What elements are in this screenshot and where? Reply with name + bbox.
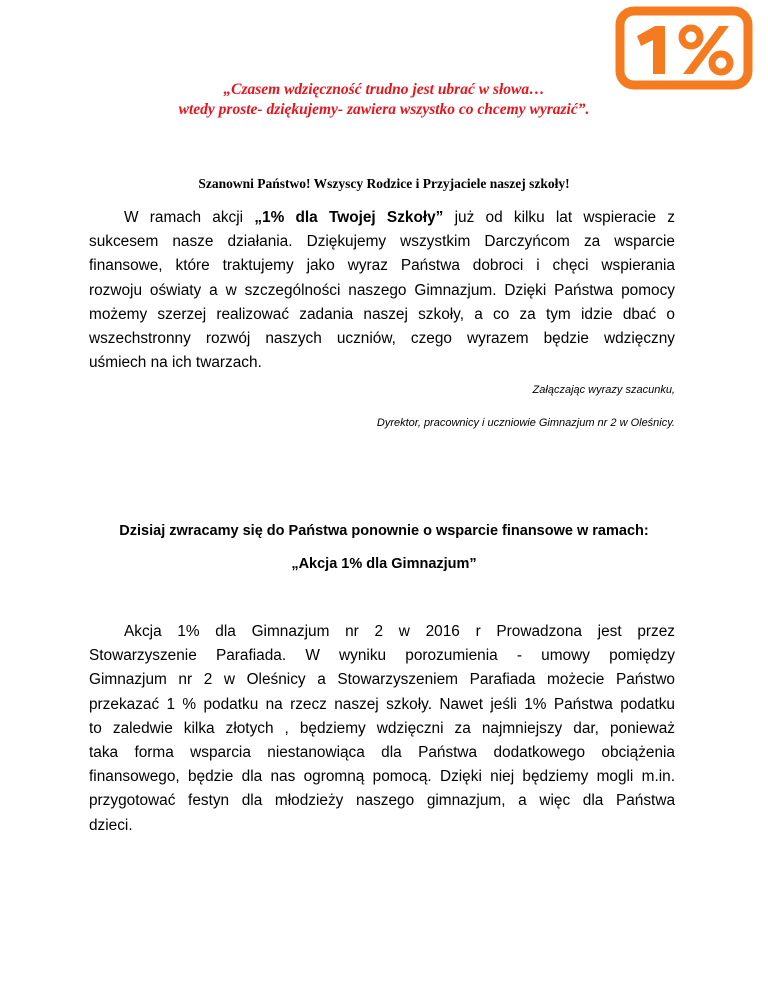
paragraph-line: Akcja 1% dla Gimnazjum nr 2 w 2016 r Prowadzona jest przez (124, 623, 675, 640)
paragraph-line: finansowego, będzie dla nas ogromną pomocą. Dzięki niej będziemy mogli m.in. (89, 768, 675, 786)
paragraph-line: wszechstronny rozwój naszych uczniów, czego wyrazem będzie wdzięczny (89, 330, 675, 348)
paragraph-line: Gimnazjum nr 2 w Oleśnicy a Stowarzyszeniem Parafiada możecie Państwo (89, 671, 675, 689)
signature-signers: Dyrektor, pracownicy i uczniowie Gimnazjum nr 2 w Oleśnicy. (376, 417, 675, 429)
logo-digit-one (637, 26, 665, 74)
signature-regards: Załączając wyrazy szacunku, (532, 384, 675, 396)
logo-text: 1% (615, 6, 617, 7)
paragraph-line: przygotować festyn dla młodzieży naszego gimnazjum, a więc dla Państwa (89, 792, 675, 810)
thank-you-paragraph (89, 206, 675, 375)
paragraph-line: rozwoju oświaty a w szczególności naszego Gimnazjum. Dzięki Państwa pomocy (89, 281, 675, 299)
paragraph-line: przekazać 1 % podatku na rzecz naszej szkoły. Nawet jeśli 1% Państwa podatku (89, 695, 675, 713)
campaign-name: „1% dla Twojej Szkoły” (254, 209, 444, 226)
quote-line-1: „Czasem wdzięczność trudno jest ubrać w słowa… (223, 81, 545, 98)
paragraph-line: Stowarzyszenie Parafiada. W wyniku porozumienia - umowy pomiędzy (89, 647, 675, 665)
paragraph-line: finansowe, które traktujemy jako wyraz Państwa dobroci i chęci wspierania (89, 257, 675, 275)
campaign-title: „Akcja 1% dla Gimnazjum” (291, 556, 477, 572)
paragraph-line: uśmiech na ich twarzach. (89, 354, 262, 372)
paragraph-line: to zaledwie kilka złotych , będziemy wdzięczni za najmniejszy dar, ponieważ (89, 719, 675, 737)
campaign-paragraph (89, 620, 675, 838)
opening-quote (0, 80, 768, 120)
paragraph-line: taka forma wsparcia niestanowiąca dla Państwa dodatkowego obciążenia (89, 744, 675, 762)
one-percent-logo-icon (615, 6, 753, 90)
paragraph-line: W ramach akcji „1% dla Twojej Szkoły” już od kilku lat wspieracie z (124, 209, 675, 226)
paragraph-line: dzieci. (89, 816, 133, 834)
greeting: Szanowni Państwo! Wszyscy Rodzice i Przyjaciele naszej szkoły! (198, 176, 570, 191)
paragraph-line: sukcesem nasze działania. Dziękujemy wszystkim Darczyńcom za wsparcie (89, 233, 675, 251)
appeal-heading: Dzisiaj zwracamy się do Państwa ponownie o wsparcie finansowe w ramach: (119, 523, 649, 539)
quote-line-2: wtedy proste- dziękujemy- zawiera wszystko co chcemy wyrazić”. (178, 101, 590, 118)
paragraph-line: możemy szerzej realizować zadania naszej szkoły, a co za tym idzie dbać o (89, 305, 675, 323)
